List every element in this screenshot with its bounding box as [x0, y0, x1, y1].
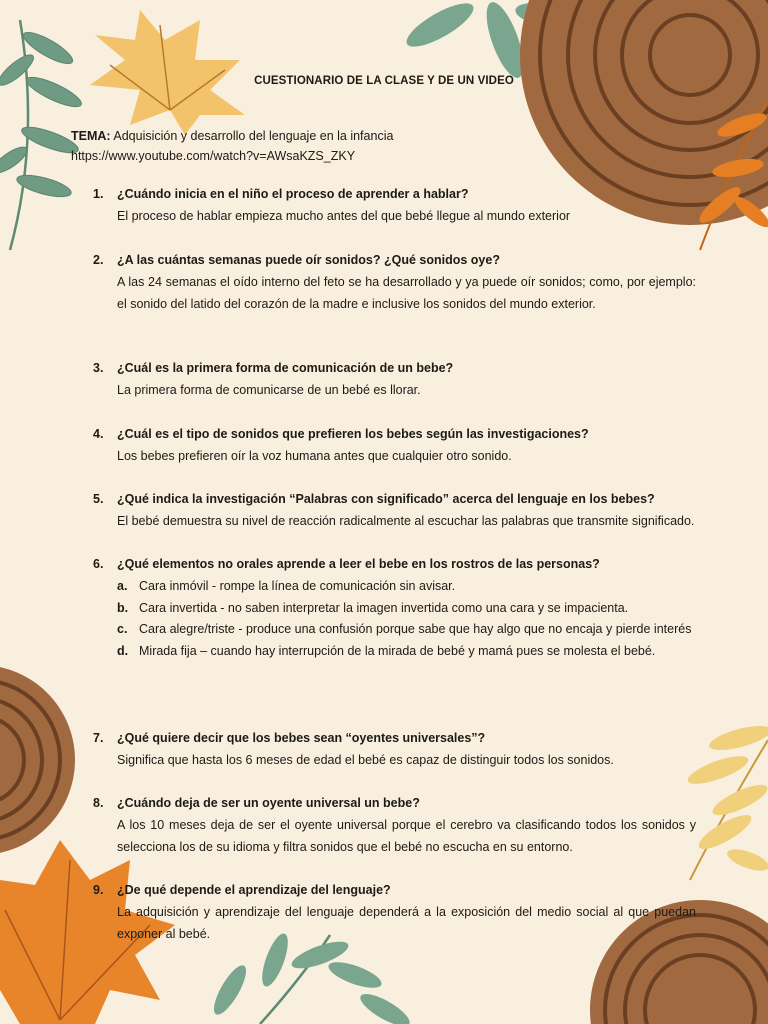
question-item: [93, 728, 696, 772]
document-title: CUESTIONARIO DE LA CLASE Y DE UN VIDEO: [254, 75, 514, 87]
question-number: 6.: [93, 557, 104, 571]
question-item: [93, 184, 696, 228]
item-letter: b.: [117, 600, 129, 615]
answer-text: A las 24 semanas el oído interno del feto se ha desarrollado y ya puede oír sonidos; como, por ejemplo: el sonido del latido del corazón de la madre e inclusive los sonidos del mundo exterior.: [117, 274, 696, 311]
question-text: ¿Qué elementos no orales aprende a leer el bebe en los rostros de las personas?: [117, 557, 600, 571]
item-text: Cara inmóvil - rompe la línea de comunicación sin avisar.: [139, 578, 456, 593]
question-item: [93, 424, 696, 468]
question-text: ¿Cuál es el tipo de sonidos que prefieren los bebes según las investigaciones?: [117, 427, 589, 441]
question-text: ¿A las cuántas semanas puede oír sonidos? ¿Qué sonidos oye?: [117, 253, 500, 267]
question-item: [93, 358, 696, 402]
answer-text: El proceso de hablar empieza mucho antes del que bebé llegue al mundo exterior: [117, 208, 571, 223]
wood-slice-icon: [0, 665, 75, 855]
answer-text: Los bebes prefieren oír la voz humana antes que cualquier otro sonido.: [117, 448, 512, 463]
item-text: Cara alegre/triste - produce una confusión porque sabe que hay algo que no encaja y pierde interés: [139, 622, 692, 637]
question-item: [93, 880, 696, 945]
topic-label: TEMA:: [71, 129, 111, 143]
list-item: [117, 576, 696, 598]
question-text: ¿Cuándo deja de ser un oyente universal un bebe?: [117, 796, 420, 810]
yellow-maple-leaf-icon: [90, 10, 245, 135]
item-letter: a.: [117, 578, 128, 593]
question-item: [93, 554, 696, 663]
question-item: [93, 793, 696, 858]
answer-text: El bebé demuestra su nivel de reacción radicalmente al escuchar las palabras que transmite significado.: [117, 513, 695, 528]
question-number: 9.: [93, 883, 104, 897]
list-item: [117, 641, 696, 663]
list-item: [117, 619, 696, 641]
answer-text: Significa que hasta los 6 meses de edad el bebé es capaz de distinguir todos los sonidos.: [117, 752, 614, 767]
question-number: 5.: [93, 492, 104, 506]
video-url: https://www.youtube.com/watch?v=AWsaKZS_ZKY: [71, 149, 356, 163]
answer-text: A los 10 meses deja de ser el oyente universal porque el cerebro va clasificando todos los sonidos y selecciona los de su idioma y filtra sonidos que el bebé no escucha en su entorno.: [117, 817, 696, 854]
question-text: ¿Cuál es la primera forma de comunicación de un bebe?: [117, 361, 454, 375]
question-number: 2.: [93, 253, 104, 267]
list-item: [117, 598, 696, 620]
answer-text: La adquisición y aprendizaje del lenguaje dependerá a la exposición del medio social al que puedan exponer al bebé.: [117, 904, 696, 941]
question-number: 7.: [93, 731, 104, 745]
question-number: 4.: [93, 427, 104, 441]
question-item: [93, 489, 696, 533]
question-text: ¿De qué depende el aprendizaje del lenguaje?: [117, 883, 391, 897]
question-item: [93, 250, 696, 315]
question-number: 1.: [93, 187, 104, 201]
question-text: ¿Cuándo inicia en el niño el proceso de aprender a hablar?: [117, 187, 469, 201]
question-text: ¿Qué indica la investigación “Palabras con significado” acerca del lenguaje en los bebes?: [117, 492, 655, 506]
topic-text: Adquisición y desarrollo del lenguaje en la infancia: [113, 129, 394, 143]
question-number: 8.: [93, 796, 104, 810]
item-text: Cara invertida - no saben interpretar la imagen invertida como una cara y se impacienta.: [139, 600, 629, 615]
item-letter: c.: [117, 622, 128, 637]
answer-text: La primera forma de comunicarse de un bebé es llorar.: [117, 382, 421, 397]
item-letter: d.: [117, 644, 129, 659]
item-text: Mirada fija – cuando hay interrupción de la mirada de bebé y mamá pues se molesta el bebé.: [139, 644, 656, 659]
question-text: ¿Qué quiere decir que los bebes sean “oyentes universales”?: [117, 731, 486, 745]
question-number: 3.: [93, 361, 104, 375]
yellow-leaves-icon: [685, 721, 768, 880]
topic-section: [71, 126, 393, 166]
